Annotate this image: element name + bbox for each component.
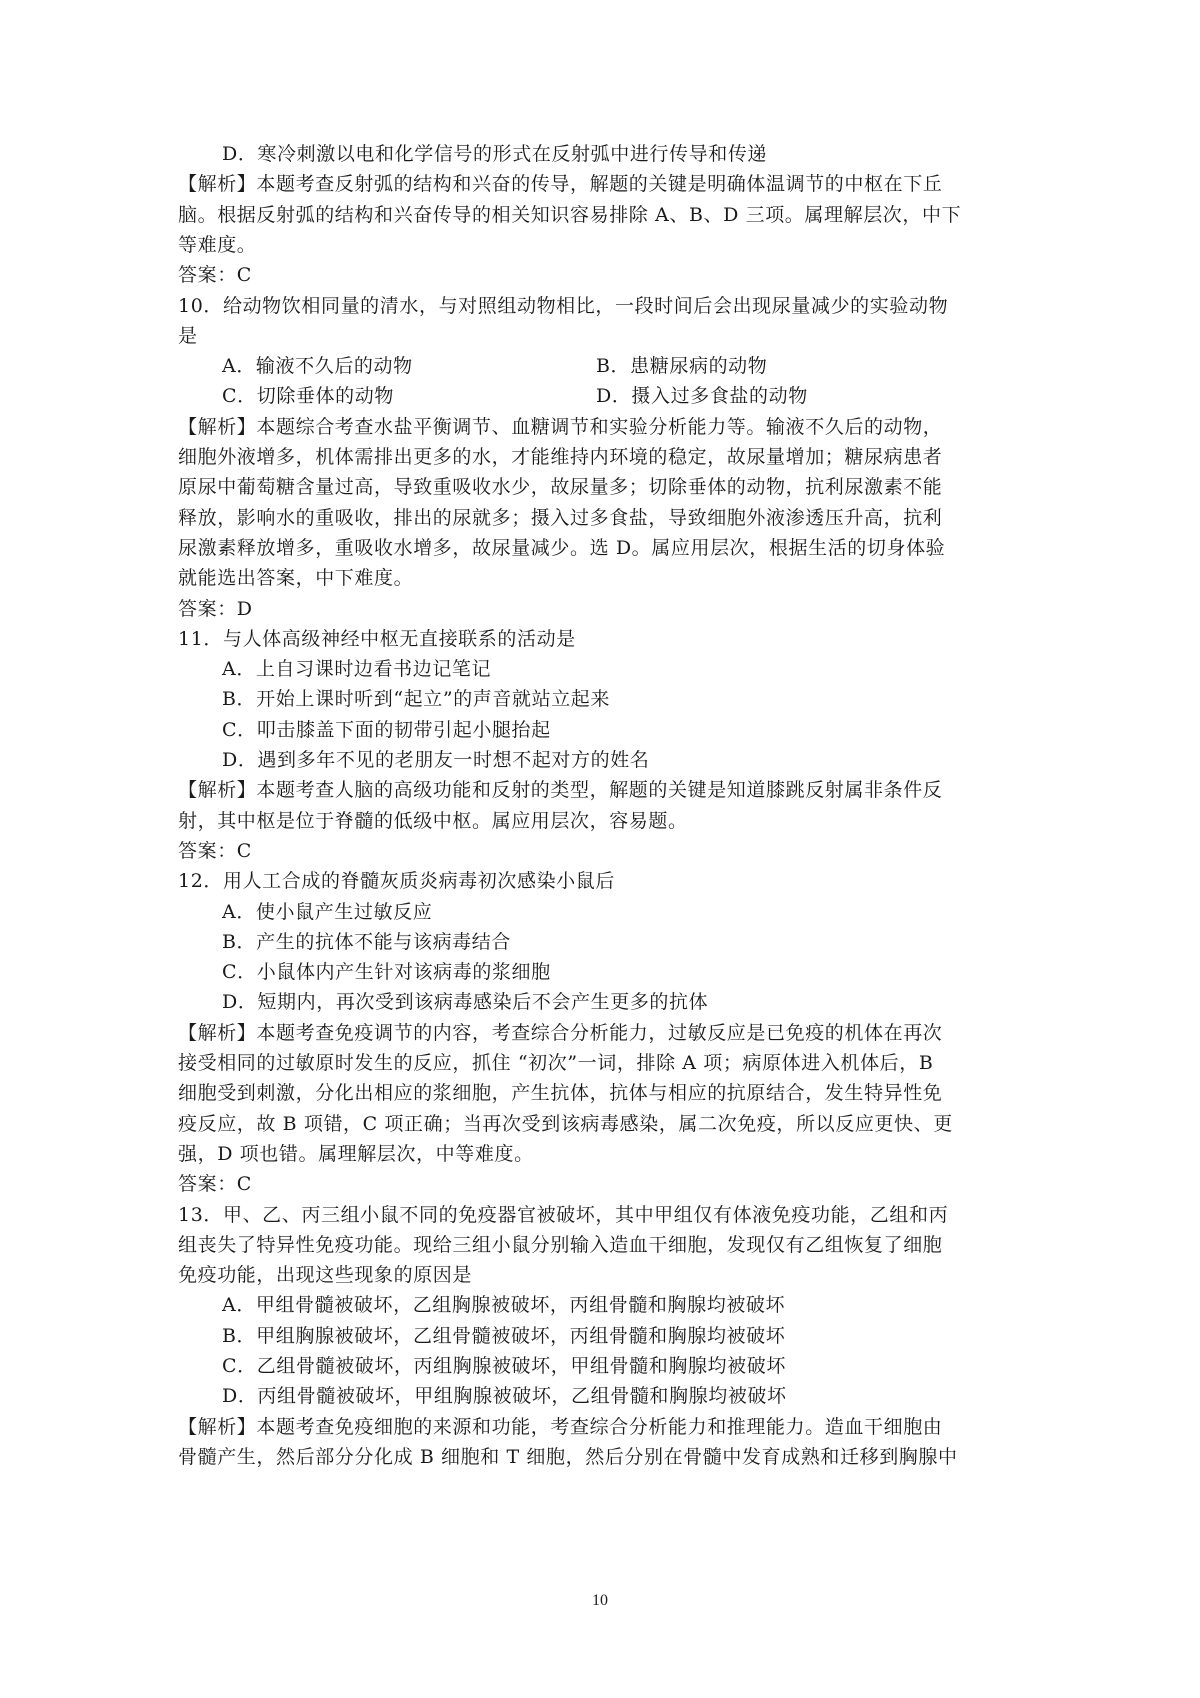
text-line: 疫反应，故 B 项错，C 项正确；当再次受到该病毒感染，属二次免疫，所以反应更快、更 xyxy=(178,1113,953,1135)
text-line: 组丧失了特异性免疫功能。现给三组小鼠分别输入造血干细胞，发现仅有乙组恢复了细胞 xyxy=(178,1234,943,1256)
text-line: D．丙组骨髓被破坏，甲组胸腺被破坏，乙组骨髓和胸腺均被破坏 xyxy=(222,1385,787,1407)
text-line: A．使小鼠产生过敏反应 xyxy=(222,901,433,923)
text-line: 射，其中枢是位于脊髓的低级中枢。属应用层次，容易题。 xyxy=(178,810,688,832)
text-line: 12．用人工合成的脊髓灰质炎病毒初次感染小鼠后 xyxy=(178,870,615,892)
text-line: C．乙组骨髓被破坏，丙组胸腺被破坏，甲组骨髓和胸腺均被破坏 xyxy=(222,1355,786,1377)
text-line: 【解析】本题考查人脑的高级功能和反射的类型，解题的关键是知道膝跳反射属非条件反 xyxy=(178,779,943,801)
text-line: 是 xyxy=(178,325,198,347)
text-line: B．产生的抗体不能与该病毒结合 xyxy=(222,931,511,953)
text-line: D．短期内，再次受到该病毒感染后不会产生更多的抗体 xyxy=(222,991,709,1013)
option-column-2: B．患糖尿病的动物 xyxy=(596,355,768,377)
text-line: D．寒冷刺激以电和化学信号的形式在反射弧中进行传导和传递 xyxy=(222,143,768,165)
text-line: B．开始上课时听到“起立”的声音就站立起来 xyxy=(222,688,610,710)
text-line: 答案：C xyxy=(178,1173,252,1195)
text-line: 答案：C xyxy=(178,264,252,286)
text-line: C．切除垂体的动物 xyxy=(222,385,394,407)
text-line: 【解析】本题考查免疫细胞的来源和功能，考查综合分析能力和推理能力。造血干细胞由 xyxy=(178,1416,943,1438)
text-line: A．甲组骨髓被破坏，乙组胸腺被破坏，丙组骨髓和胸腺均被破坏 xyxy=(222,1294,786,1316)
text-line: 接受相同的过敏原时发生的反应，抓住 “初次”一词，排除 A 项；病原体进入机体后，B xyxy=(178,1052,934,1074)
text-line: 细胞受到刺激，分化出相应的浆细胞，产生抗体，抗体与相应的抗原结合，发生特异性免 xyxy=(178,1082,943,1104)
text-line: 13．甲、乙、丙三组小鼠不同的免疫器官被破坏，其中甲组仅有体液免疫功能，乙组和丙 xyxy=(178,1204,949,1226)
page-number: 10 xyxy=(592,1592,608,1609)
text-line: 【解析】本题综合考查水盐平衡调节、血糖调节和实验分析能力等。输液不久后的动物， xyxy=(178,416,943,438)
text-line: 【解析】本题考查反射弧的结构和兴奋的传导，解题的关键是明确体温调节的中枢在下丘 xyxy=(178,173,943,195)
text-line: 尿激素释放增多，重吸收水增多，故尿量减少。选 D。属应用层次，根据生活的切身体验 xyxy=(178,537,946,559)
text-line: 原尿中葡萄糖含量过高，导致重吸收水少，故尿量多；切除垂体的动物，抗利尿激素不能 xyxy=(178,476,943,498)
text-line: 细胞外液增多，机体需排出更多的水，才能维持内环境的稳定，故尿量增加；糖尿病患者 xyxy=(178,446,943,468)
text-line: 11．与人体高级神经中枢无直接联系的活动是 xyxy=(178,628,576,650)
text-line: A．上自习课时边看书边记笔记 xyxy=(222,658,492,680)
text-line: 就能选出答案，中下难度。 xyxy=(178,567,414,589)
text-line: 【解析】本题考查免疫调节的内容，考查综合分析能力，过敏反应是已免疫的机体在再次 xyxy=(178,1022,943,1044)
text-line: 免疫功能，出现这些现象的原因是 xyxy=(178,1264,473,1286)
text-line: 骨髓产生，然后部分分化成 B 细胞和 T 细胞，然后分别在骨髓中发育成熟和迁移到胸腺中 xyxy=(178,1446,958,1468)
text-line: C．叩击膝盖下面的韧带引起小腿抬起 xyxy=(222,719,551,741)
text-line: 答案：D xyxy=(178,598,253,620)
text-line: 等难度。 xyxy=(178,234,257,256)
text-line: 答案：C xyxy=(178,840,252,862)
text-line: 脑。根据反射弧的结构和兴奋传导的相关知识容易排除 A、B、D 三项。属理解层次，中下 xyxy=(178,204,962,226)
text-line: 10．给动物饮相同量的清水，与对照组动物相比，一段时间后会出现尿量减少的实验动物 xyxy=(178,295,949,317)
text-line: D．遇到多年不见的老朋友一时想不起对方的姓名 xyxy=(222,749,650,771)
text-line: C．小鼠体内产生针对该病毒的浆细胞 xyxy=(222,961,551,983)
text-line: 强，D 项也错。属理解层次，中等难度。 xyxy=(178,1143,534,1165)
text-line: A．输液不久后的动物 xyxy=(222,355,413,377)
option-column-2: D．摄入过多食盐的动物 xyxy=(596,385,808,407)
text-line: B．甲组胸腺被破坏，乙组骨髓被破坏，丙组骨髓和胸腺均被破坏 xyxy=(222,1325,786,1347)
text-line: 释放，影响水的重吸收，排出的尿就多；摄入过多食盐，导致细胞外液渗透压升高，抗利 xyxy=(178,507,943,529)
